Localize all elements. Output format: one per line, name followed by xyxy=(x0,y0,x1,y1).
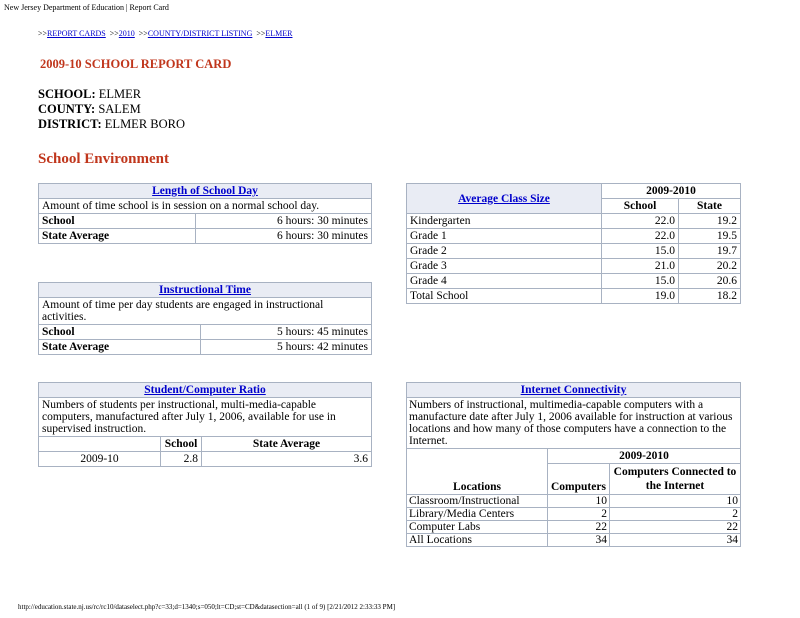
computers-value: 22 xyxy=(548,521,610,534)
connected-value: 10 xyxy=(609,495,740,508)
table-row xyxy=(39,229,372,244)
instructional-time-link[interactable]: Instructional Time xyxy=(159,284,251,296)
table-row xyxy=(407,244,741,259)
school-value: 22.0 xyxy=(602,229,679,244)
computer-ratio-header xyxy=(39,383,372,398)
internet-table xyxy=(406,382,741,547)
school-name: ELMER xyxy=(98,87,142,101)
state-value: 20.6 xyxy=(679,274,741,289)
table-row xyxy=(407,495,741,508)
col-locations: Locations xyxy=(407,449,548,495)
row-state: 3.6 xyxy=(202,452,372,467)
location-label: Computer Labs xyxy=(407,521,548,534)
state-value: 18.2 xyxy=(679,289,741,304)
school-value: 15.0 xyxy=(602,274,679,289)
county-name: SALEM xyxy=(98,102,141,116)
table-row xyxy=(407,274,741,289)
computer-ratio-link[interactable]: Student/Computer Ratio xyxy=(144,384,266,396)
school-value: 21.0 xyxy=(602,259,679,274)
col-computers: Computers xyxy=(548,464,610,495)
section-title: School Environment xyxy=(38,151,169,167)
state-value: 19.2 xyxy=(679,214,741,229)
row-value: 5 hours: 42 minutes xyxy=(201,340,372,355)
school-label: SCHOOL: xyxy=(38,87,96,101)
col-connected: Computers Connected to the Internet xyxy=(609,464,740,495)
row-value: 5 hours: 45 minutes xyxy=(201,325,372,340)
computer-ratio-desc: Numbers of students per instructional, multi-media-capable computers, manufactured after July 1, 2006, available for use in supervised instruction. xyxy=(39,398,372,437)
breadcrumb-sep: >> xyxy=(38,29,48,38)
col-state-average: State Average xyxy=(202,437,372,452)
computers-value: 10 xyxy=(548,495,610,508)
instructional-time-desc: Amount of time per day students are engaged in instructional activities. xyxy=(39,298,372,325)
district-name: ELMER BORO xyxy=(104,117,186,131)
breadcrumb-county-district[interactable]: COUNTY/DISTRICT LISTING xyxy=(147,29,253,38)
internet-header xyxy=(407,383,741,398)
row-label: School xyxy=(39,214,196,229)
state-value: 19.7 xyxy=(679,244,741,259)
grade-label: Grade 1 xyxy=(407,229,602,244)
class-size-link[interactable]: Average Class Size xyxy=(458,192,550,205)
col-school: School xyxy=(161,437,202,452)
location-label: Classroom/Instructional xyxy=(407,495,548,508)
grade-label: Grade 2 xyxy=(407,244,602,259)
table-row xyxy=(39,452,372,467)
computers-value: 34 xyxy=(548,534,610,547)
table-row xyxy=(407,259,741,274)
breadcrumb-report-cards[interactable]: REPORT CARDS xyxy=(47,29,106,38)
table-row xyxy=(407,508,741,521)
breadcrumb-2010[interactable]: 2010 xyxy=(118,29,135,38)
internet-year: 2009-2010 xyxy=(548,449,741,464)
breadcrumb-sep: >> xyxy=(138,29,148,38)
school-meta xyxy=(38,87,185,132)
row-value: 6 hours: 30 minutes xyxy=(196,229,372,244)
breadcrumb-sep: >> xyxy=(109,29,119,38)
col-state: State xyxy=(679,199,741,214)
row-label: State Average xyxy=(39,229,196,244)
breadcrumb-sep: >> xyxy=(256,29,266,38)
internet-link[interactable]: Internet Connectivity xyxy=(520,384,627,396)
instructional-time-header xyxy=(39,283,372,298)
grade-label: Grade 4 xyxy=(407,274,602,289)
table-row xyxy=(407,534,741,547)
instructional-time-table xyxy=(38,282,372,355)
row-label: School xyxy=(39,325,201,340)
grade-label: Total School xyxy=(407,289,602,304)
table-row xyxy=(39,340,372,355)
length-of-day-link[interactable]: Length of School Day xyxy=(152,185,258,197)
class-size-year: 2009-2010 xyxy=(602,184,741,199)
connected-value: 2 xyxy=(609,508,740,521)
county-label: COUNTY: xyxy=(38,102,96,116)
connected-value: 22 xyxy=(609,521,740,534)
grade-label: Grade 3 xyxy=(407,259,602,274)
page-header: New Jersey Department of Education | Report Card xyxy=(4,3,169,12)
row-school: 2.8 xyxy=(161,452,202,467)
table-row xyxy=(407,289,741,304)
school-value: 15.0 xyxy=(602,244,679,259)
class-size-table xyxy=(406,183,741,304)
state-value: 20.2 xyxy=(679,259,741,274)
internet-desc: Numbers of instructional, multimedia-capable computers with a manufacture date after July 1, 2006 available for instruction at various locations and how many of those computers have a connection to the Internet. xyxy=(407,398,741,449)
table-row xyxy=(407,521,741,534)
row-label: State Average xyxy=(39,340,201,355)
breadcrumb-elmer[interactable]: ELMER xyxy=(265,29,293,38)
length-of-day-desc: Amount of time school is in session on a normal school day. xyxy=(39,199,372,214)
length-of-day-header xyxy=(39,184,372,199)
length-of-day-table xyxy=(38,183,372,244)
row-value: 6 hours: 30 minutes xyxy=(196,214,372,229)
col-school: School xyxy=(602,199,679,214)
computer-ratio-table xyxy=(38,382,372,467)
school-value: 19.0 xyxy=(602,289,679,304)
table-row xyxy=(39,214,372,229)
state-value: 19.5 xyxy=(679,229,741,244)
location-label: Library/Media Centers xyxy=(407,508,548,521)
grade-label: Kindergarten xyxy=(407,214,602,229)
district-label: DISTRICT: xyxy=(38,117,102,131)
table-row xyxy=(407,229,741,244)
table-row xyxy=(39,325,372,340)
connected-value: 34 xyxy=(609,534,740,547)
report-title: 2009-10 SCHOOL REPORT CARD xyxy=(40,57,232,71)
school-value: 22.0 xyxy=(602,214,679,229)
breadcrumb xyxy=(38,29,292,38)
computers-value: 2 xyxy=(548,508,610,521)
table-row xyxy=(407,214,741,229)
page-footer-url: http://education.state.nj.us/rc/rc10/dataselect.php?c=33;d=1340;s=050;lt=CD;st=CD&datasection=all (1 of 9) [2/21/2012 2:33:33 PM] xyxy=(18,603,396,611)
table-header-row xyxy=(39,437,372,452)
location-label: All Locations xyxy=(407,534,548,547)
empty-cell xyxy=(39,437,161,452)
class-size-header xyxy=(407,184,602,214)
row-year: 2009-10 xyxy=(39,452,161,467)
